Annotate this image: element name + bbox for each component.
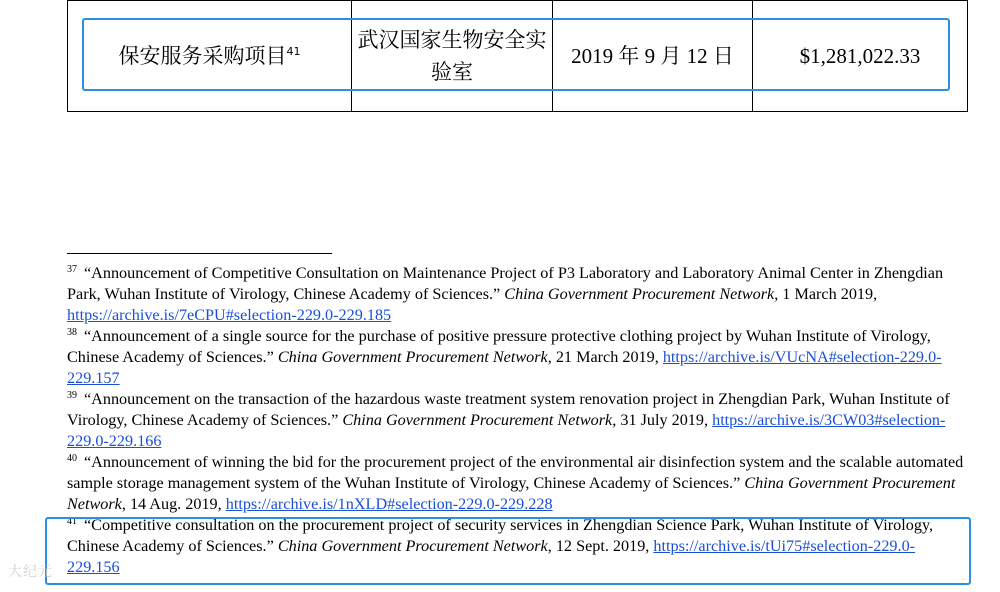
footnote-number: 39 bbox=[67, 389, 77, 401]
footnote-link[interactable]: https://archive.is/3CW03#selection-229.0-229.166 bbox=[67, 411, 946, 450]
footnote-text: “Announcement of a single source for the purchase of positive pressure protective clothing project by Wuhan Institute of Virology, Chinese Academy of Sciences.” bbox=[67, 327, 931, 366]
footnote-date: , 1 March 2019, bbox=[774, 285, 878, 303]
footnote-text: “Competitive consultation on the procurement project of security services in Zhengdian Science Park, Wuhan Institute of Virology, Chinese Academy of Sciences.” bbox=[67, 516, 934, 555]
amount-cell: $1,281,022.33 bbox=[753, 1, 968, 112]
date-cell: 2019 年 9 月 12 日 bbox=[553, 1, 753, 112]
footnote-source: China Government Procurement Network bbox=[67, 474, 956, 513]
footnote-source: China Government Procurement Network bbox=[277, 348, 548, 366]
footnote-link[interactable]: https://archive.is/7eCPU#selection-229.0-229.185 bbox=[67, 306, 392, 324]
institution-cell: 武汉国家生物安全实验室 bbox=[352, 1, 553, 112]
footnote-text: “Announcement of Competitive Consultation on Maintenance Project of P3 Laboratory and Laboratory Animal Center in Zhengdian Park, Wuhan Institute of Virology, Chinese Academy of Sciences.” bbox=[67, 264, 944, 303]
project-name: 保安服务采购项目 bbox=[118, 44, 287, 68]
footnote-text: “Announcement of winning the bid for the procurement project of the environmental air disinfection system and the scalable automated sample storage management system of the Wuhan Institute of Virology, Chinese Academy of Sciences.” bbox=[67, 453, 964, 492]
footnote-separator bbox=[67, 253, 332, 254]
footnote-date: , 14 Aug. 2019, bbox=[121, 495, 226, 513]
footnote-source: China Government Procurement Network bbox=[504, 285, 775, 303]
footnote-source: China Government Procurement Network bbox=[342, 411, 613, 429]
footnote-date: , 31 July 2019, bbox=[612, 411, 713, 429]
footnote-39 bbox=[67, 389, 967, 452]
footnote-highlight-box bbox=[45, 517, 971, 585]
footnote-link[interactable]: https://archive.is/1nXLD#selection-229.0-229.228 bbox=[225, 495, 553, 513]
footnote-number: 37 bbox=[67, 263, 77, 275]
footnote-ref[interactable]: 41 bbox=[286, 45, 301, 58]
watermark: 大纪元 bbox=[8, 564, 53, 580]
footnote-link[interactable]: https://archive.is/tUi75#selection-229.0-229.156 bbox=[67, 537, 916, 576]
footnote-date: , 12 Sept. 2019, bbox=[547, 537, 654, 555]
footnote-source: China Government Procurement Network bbox=[277, 537, 548, 555]
footnote-number: 40 bbox=[67, 452, 77, 464]
footnote-date: , 21 March 2019, bbox=[547, 348, 663, 366]
footnote-number: 38 bbox=[67, 326, 77, 338]
footnote-text: “Announcement on the transaction of the hazardous waste treatment system renovation project in Zhengdian Park, Wuhan Institute of Virology, Chinese Academy of Sciences.” bbox=[67, 390, 950, 429]
footnote-40 bbox=[67, 452, 967, 515]
footnote-link[interactable]: https://archive.is/VUcNA#selection-229.0-229.157 bbox=[67, 348, 942, 387]
footnote-38 bbox=[67, 326, 967, 389]
footnote-number: 41 bbox=[67, 515, 77, 527]
footnote-37 bbox=[67, 263, 967, 326]
row-highlight-box bbox=[82, 18, 950, 91]
